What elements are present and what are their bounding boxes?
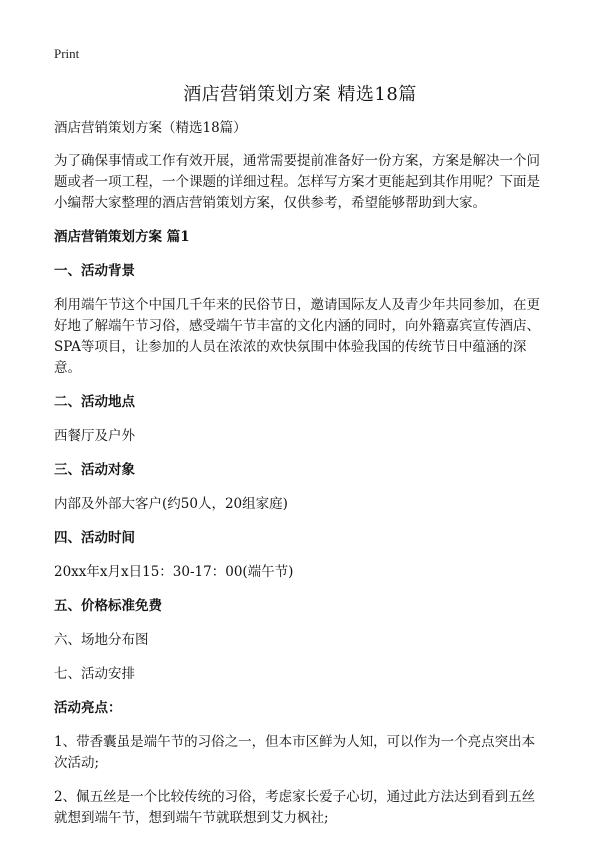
paragraph-audience: 内部及外部大客户(约50人，20组家庭) bbox=[54, 496, 288, 512]
paragraph-time: 20xx年x月x日15：30-17：00(端午节) bbox=[54, 564, 294, 580]
heading-highlights: 活动亮点： bbox=[54, 700, 122, 716]
heading-price: 五、价格标准免费 bbox=[54, 598, 162, 614]
heading-background: 一、活动背景 bbox=[54, 263, 135, 279]
paragraph-venue-map: 六、场地分布图 bbox=[54, 632, 149, 648]
heading-location: 二、活动地点 bbox=[54, 394, 135, 410]
document-title: 酒店营销策划方案 精选18篇 bbox=[183, 84, 417, 105]
paragraph-background: 利用端午节这个中国几千年来的民俗节日，邀请国际友人及青少年共同参加，在更好地了解端午节习俗，感受端午节丰富的文化内涵的同时，向外籍嘉宾宣传酒店、SPA等项目，让参加的人员在浓浓的欢快氛围中体验我国的传统节日中蕴涵的深意。 bbox=[54, 297, 540, 376]
paragraph-schedule: 七、活动安排 bbox=[54, 666, 135, 682]
highlight-item-1: 1、带香囊虽是端午节的习俗之一，但本市区鲜为人知，可以作为一个亮点突出本次活动; bbox=[54, 734, 536, 771]
section-title: 酒店营销策划方案 篇1 bbox=[54, 229, 190, 245]
print-label: Print bbox=[54, 46, 80, 61]
highlight-item-2: 2、佩五丝是一个比较传统的习俗，考虑家长爱子心切，通过此方法达到看到五丝就想到端午节，想到端午节就联想到艾力枫社; bbox=[54, 789, 536, 826]
paragraph-location: 西餐厅及户外 bbox=[54, 428, 135, 444]
intro-paragraph: 为了确保事情或工作有效开展，通常需要提前准备好一份方案，方案是解决一个问题或者一项工程，一个课题的详细过程。怎样写方案才更能起到其作用呢？下面是小编帮大家整理的酒店营销策划方案，仅供参考，希望能够帮助到大家。 bbox=[54, 153, 540, 211]
heading-audience: 三、活动对象 bbox=[54, 462, 135, 478]
document-subtitle: 酒店营销策划方案（精选18篇） bbox=[54, 120, 247, 136]
document-body bbox=[54, 118, 548, 842]
heading-time: 四、活动时间 bbox=[54, 530, 135, 546]
